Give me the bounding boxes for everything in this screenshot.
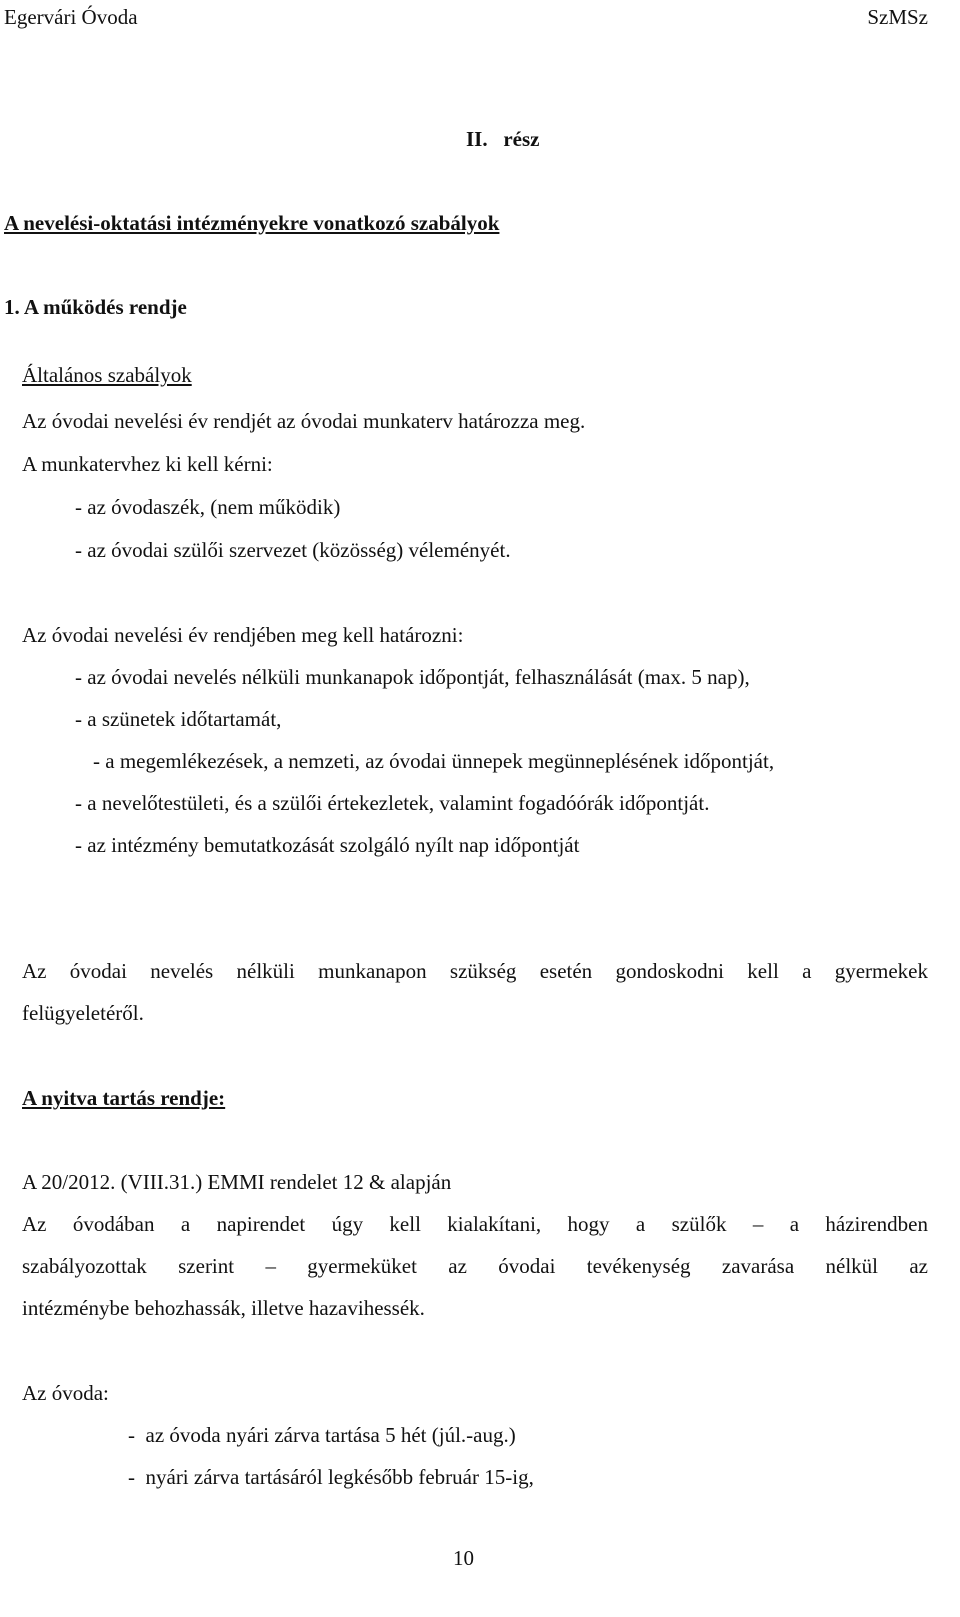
list-item: - a nevelőtestületi, és a szülői értekezletek, valamint fogadóórák időpontját. [75,791,710,815]
list-item: - az óvodaszék, (nem működik) [75,495,341,519]
paragraph: Az óvodai nevelési év rendjében meg kell határozni: [22,623,464,647]
paragraph: Az óvodában a napirendet úgy kell kialakítani, hogy a szülők – a házirendben [22,1212,928,1236]
list-item: - nyári zárva tartásáról legkésőbb február 15-ig, [128,1465,534,1489]
section-title: A nevelési-oktatási intézményekre vonatkozó szabályok [4,211,500,235]
paragraph: intézménybe behozhassák, illetve hazavihessék. [22,1296,425,1320]
paragraph: szabályozottak szerint – gyermeküket az óvodai tevékenység zavarása nélkül az [22,1254,928,1278]
page-number: 10 [453,1546,474,1570]
list-item: - az intézmény bemutatkozását szolgáló nyílt nap időpontját [75,833,580,857]
part-title: II. rész [466,127,540,151]
paragraph: Az óvodai nevelés nélküli munkanapon szükség esetén gondoskodni kell a gyermekek [22,959,928,983]
subheading-opening-hours: A nyitva tartás rendje: [22,1086,226,1110]
paragraph: A 20/2012. (VIII.31.) EMMI rendelet 12 & alapján [22,1170,452,1194]
paragraph: Az óvodai nevelési év rendjét az óvodai munkaterv határozza meg. [22,409,586,433]
list-item: - a megemlékezések, a nemzeti, az óvodai ünnepek megünneplésének időpontját, [93,749,775,773]
paragraph: felügyeletéről. [22,1001,144,1025]
header-left: Egervári Óvoda [4,5,138,29]
header-right: SzMSz [867,5,928,29]
list-item: - a szünetek időtartamát, [75,707,282,731]
list-item: - az óvoda nyári zárva tartása 5 hét (júl.-aug.) [128,1423,516,1447]
paragraph: A munkatervhez ki kell kérni: [22,452,273,476]
list-item: - az óvodai szülői szervezet (közösség) véleményét. [75,538,511,562]
heading-mukodes: 1. A működés rendje [4,295,187,319]
subheading-general: Általános szabályok [22,363,192,387]
list-item: - az óvodai nevelés nélküli munkanapok időpontját, felhasználását (max. 5 nap), [75,665,750,689]
paragraph: Az óvoda: [22,1381,109,1405]
